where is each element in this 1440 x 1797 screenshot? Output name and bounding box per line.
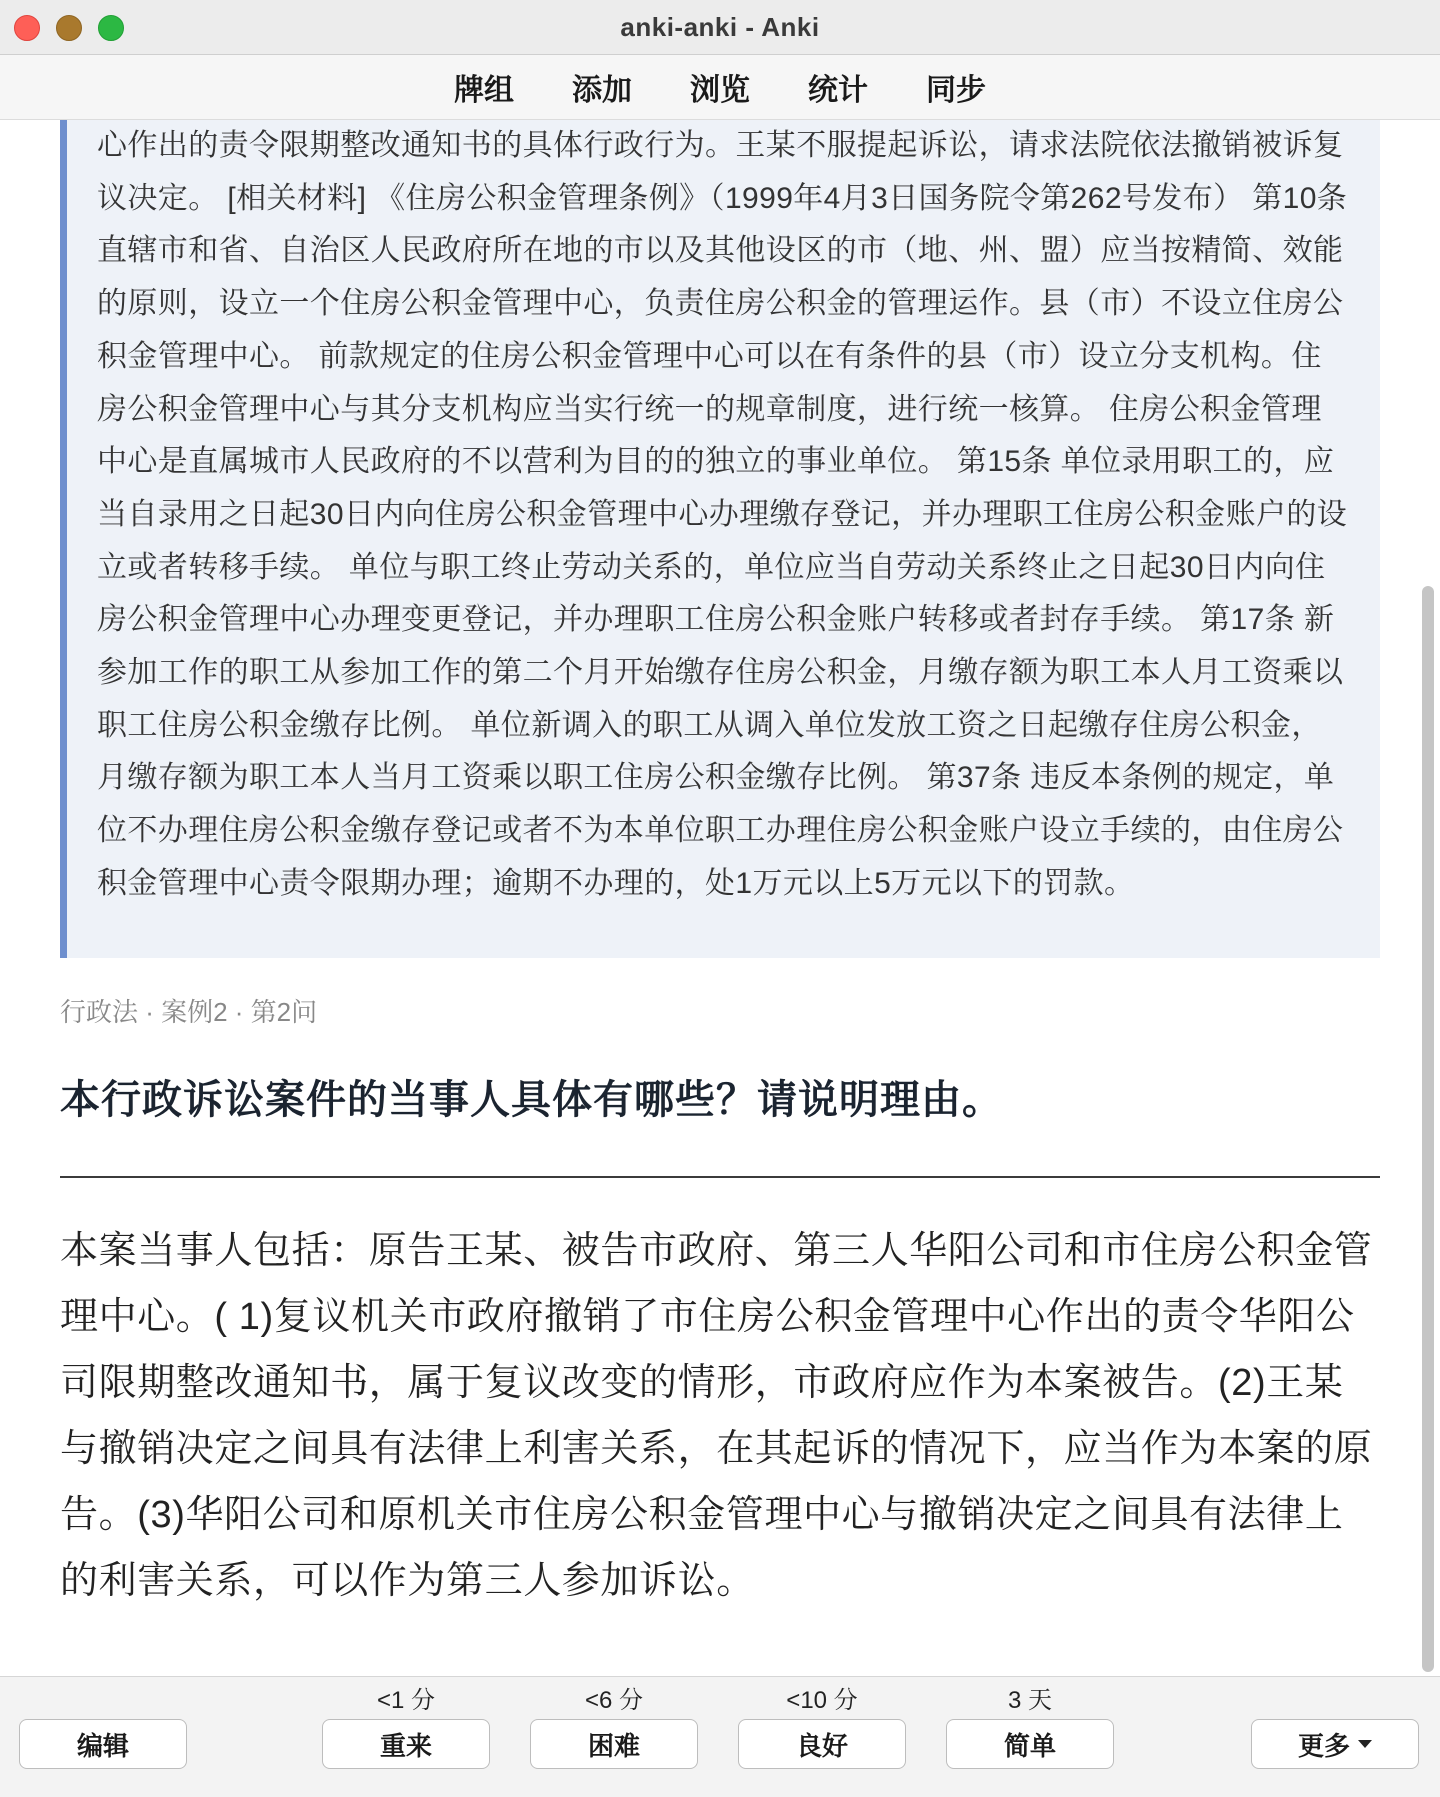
easy-interval: 3 天: [1007, 1687, 1052, 1714]
reference-material-text: 心作出的责令限期整改通知书的具体行政行为。王某不服提起诉讼，请求法院依法撤销被诉复议决定。 [相关材料] 《住房公积金管理条例》（1999年4月3日国务院令第262号发布） 第10条 直辖市和省、自治区人民政府所在地的市以及其他设区的市（地、州、盟）应当按精简、效能的原则，设立一个住房公积金管理中心，负责住房公积金的管理运作。县（市）不设立住房公积金管理中心。 前款规定的住房公积金管理中心可以在有条件的县（市）设立分支机构。住房公积金管理中心与其分支机构应当实行统一的规章制度，进行统一核算。 住房公积金管理中心是直属城市人民政府的不以营利为目的的独立的事业单位。 第15条 单位录用职工的，应当自录用之日起30日内向住房公积金管理中心办理缴存登记，并办理职工住房公积金账户的设立或者转移手续。 单位与职工终止劳动关系的，单位应当自劳动关系终止之日起30日内向住房公积金管理中心办理变更登记，并办理职工住房公积金账户转移或者封存手续。 第17条 新参加工作的职工从参加工作的第二个月开始缴存住房公积金，月缴存额为职工本人月工资乘以职工住房公积金缴存比例。 单位新调入的职工从调入单位发放工资之日起缴存住房公积金，月缴存额为职工本人当月工资乘以职工住房公积金缴存比例。 第37条 违反本条例的规定，单位不办理住房公积金缴存登记或者不为本单位职工办理住房公积金账户设立手续的，由住房公积金管理中心责令限期办理；逾期不办理的，处1万元以上5万元以下的罚款。: [97, 129, 1348, 900]
reference-material-block: [60, 120, 1380, 958]
toolbar-add[interactable]: 添加: [572, 74, 632, 107]
more-button-label: 更多: [1297, 1730, 1350, 1761]
answer-divider: [60, 1176, 1380, 1178]
card-question: 本行政诉讼案件的当事人具体有哪些？请说明理由。: [60, 1078, 1003, 1122]
edit-button[interactable]: 编辑: [19, 1719, 187, 1769]
toolbar-stats[interactable]: 统计: [808, 74, 868, 107]
vertical-scrollbar[interactable]: [1422, 586, 1434, 1672]
close-window-button[interactable]: [14, 15, 40, 41]
main-toolbar: [0, 55, 1440, 120]
window-controls: [14, 15, 124, 41]
good-interval: <10 分: [786, 1687, 858, 1714]
toolbar-decks[interactable]: 牌组: [454, 74, 514, 107]
card-content: [0, 120, 1440, 1674]
card-answer: 本案当事人包括：原告王某、被告市政府、第三人华阳公司和市住房公积金管理中心。( 1)复议机关市政府撤销了市住房公积金管理中心作出的责令华阳公司限期整改通知书，属于复议改变的情形，市政府应作为本案被告。(2)王某与撤销决定之间具有法律上利害关系，在其起诉的情况下，应当作为本案的原告。(3)华阳公司和原机关市住房公积金管理中心与撤销决定之间具有法律上的利害关系，可以作为第三人参加诉讼。: [60, 1230, 1373, 1602]
chevron-down-icon: [1358, 1740, 1372, 1748]
hard-interval: <6 分: [584, 1687, 644, 1714]
hard-button[interactable]: 困难: [530, 1719, 698, 1769]
easy-button[interactable]: 简单: [946, 1719, 1114, 1769]
minimize-window-button[interactable]: [56, 15, 82, 41]
window-title: anki-anki - Anki: [620, 11, 820, 42]
again-interval: <1 分: [376, 1687, 436, 1714]
good-button[interactable]: 良好: [738, 1719, 906, 1769]
title-bar: [0, 0, 1440, 55]
card-tag-path: 行政法 · 案例2 · 第2问: [60, 997, 318, 1027]
maximize-window-button[interactable]: [98, 15, 124, 41]
more-button[interactable]: [1251, 1719, 1419, 1769]
toolbar-sync[interactable]: 同步: [926, 74, 986, 107]
again-button[interactable]: 重来: [322, 1719, 490, 1769]
review-bottom-bar: [0, 1676, 1440, 1797]
toolbar-browse[interactable]: 浏览: [690, 74, 750, 107]
